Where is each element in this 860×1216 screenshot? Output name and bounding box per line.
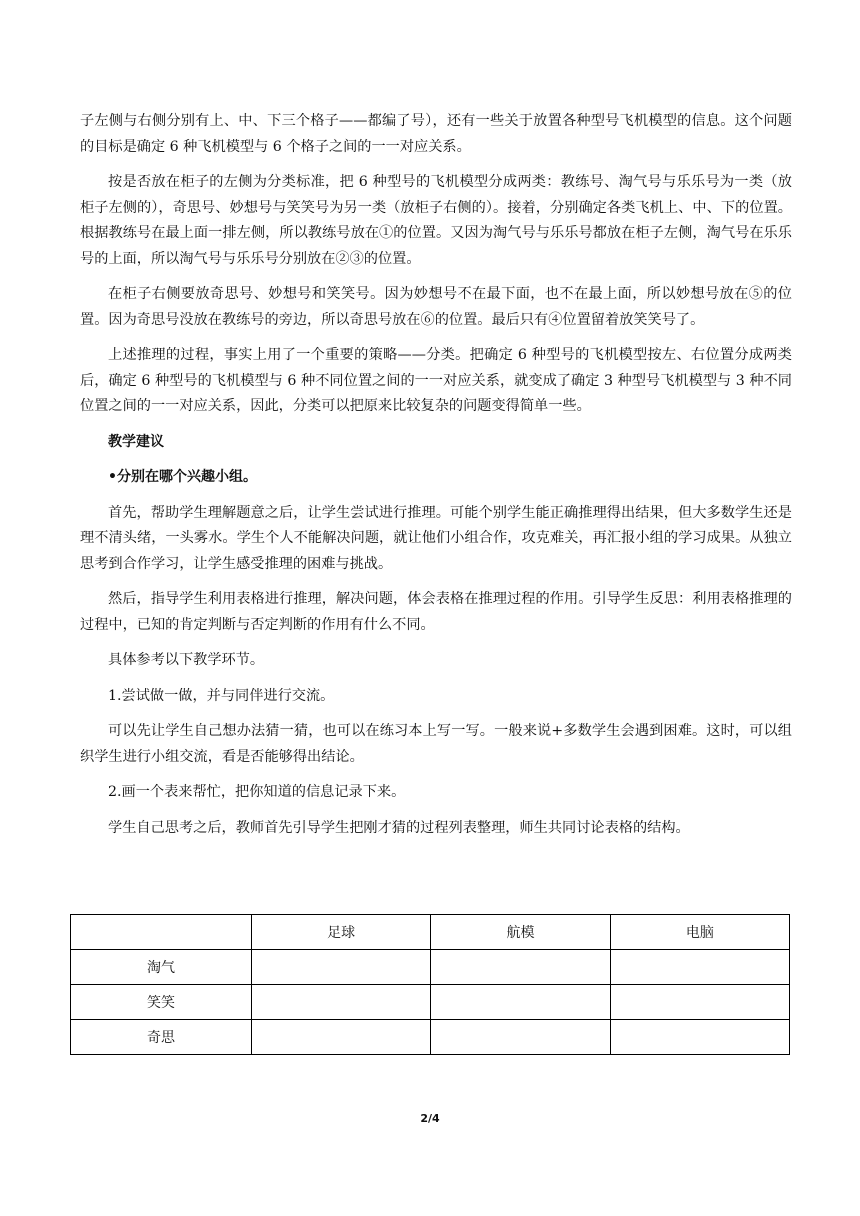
table-cell [431,985,610,1020]
interest-group-table [70,914,790,1055]
table-cell [431,1020,610,1055]
table-cell [252,950,431,985]
paragraph-continuation: 子左侧与右侧分别有上、中、下三个格子——都编了号），还有一些关于放置各种型号飞机模型的信息。这个问题的目标是确定 6 种飞机模型与 6 个格子之间的一一对应关系。 [80,113,792,155]
table-cell [252,985,431,1020]
table-header-cell [71,915,252,950]
section-subheading: •分别在哪个兴趣小组。 [108,469,257,485]
paragraph-then: 然后，指导学生利用表格进行推理，解决问题，体会表格在推理过程的作用。引导学生反思：利用表格推理的过程中，已知的肯定判断与否定判断的作用有什么不同。 [80,591,792,633]
table-row [71,985,790,1020]
table-row-label: 奇思 [71,1020,252,1055]
table-header-cell: 航模 [431,915,610,950]
table-header-cell: 电脑 [610,915,789,950]
document-body [80,109,792,841]
table-cell [431,950,610,985]
table-row [71,1020,790,1055]
step-one: 1.尝试做一做，并与同伴进行交流。 [108,687,335,704]
paragraph-guess: 可以先让学生自己想办法猜一猜，也可以在练习本上写一写。一般来说+多数学生会遇到困难。这时，可以组织学生进行小组交流，看是否能够得出结论。 [80,723,792,765]
step-two: 2.画一个表来帮忙，把你知道的信息记录下来。 [108,784,406,800]
interest-group-table-wrapper [70,914,790,1055]
table-header-row [71,915,790,950]
paragraph-first: 首先，帮助学生理解题意之后，让学生尝试进行推理。可能个别学生能正确推理得出结果，但大多数学生还是理不清头绪，一头雾水。学生个人不能解决问题，就让他们小组合作，攻克难关，再汇报小组的学习成果。从独立思考到合作学习，让学生感受推理的困难与挑战。 [80,504,792,572]
table-row-label: 淘气 [71,950,252,985]
paragraph-table-intro: 学生自己思考之后，教师首先引导学生把刚才猜的过程列表整理，师生共同讨论表格的结构。 [108,819,690,836]
paragraph-strategy: 上述推理的过程，事实上用了一个重要的策略——分类。把确定 6 种型号的飞机模型按左、右位置分成两类后，确定 6 种型号的飞机模型与 6 种不同位置之间的一一对应关系，就变成了确定 3 种型号飞机模型与 3 种不同位置之间的一一对应关系，因此，分类可以把原来比较复杂的问题变得简单一些。 [80,347,792,414]
table-header-cell: 足球 [252,915,431,950]
section-heading: 教学建议 [108,433,164,450]
page-number: 2/4 [420,1112,440,1125]
table-row-label: 笑笑 [71,985,252,1020]
paragraph-reference: 具体参考以下教学环节。 [108,652,265,668]
paragraph-right-side: 在柜子右侧要放奇思号、妙想号和笑笑号。因为妙想号不在最下面，也不在最上面，所以妙想号放在⑤的位置。因为奇思号没放在教练号的旁边，所以奇思号放在⑥的位置。最后只有④位置留着放笑笑号了。 [80,286,792,328]
table-row [71,950,790,985]
paragraph-classification: 按是否放在柜子的左侧为分类标准，把 6 种型号的飞机模型分成两类：教练号、淘气号与乐乐号为一类（放柜子左侧的），奇思号、妙想号与笑笑号为另一类（放柜子右侧的）。接着，分别确定各类飞机上、中、下的位置。根据教练号在最上面一排左侧，所以教练号放在①的位置。又因为淘气号与乐乐号都放在柜子左侧，淘气号在乐乐号的上面，所以淘气号与乐乐号分别放在②③的位置。 [80,174,792,267]
table-cell [610,985,789,1020]
table-cell [252,1020,431,1055]
table-cell [610,950,789,985]
table-cell [610,1020,789,1055]
